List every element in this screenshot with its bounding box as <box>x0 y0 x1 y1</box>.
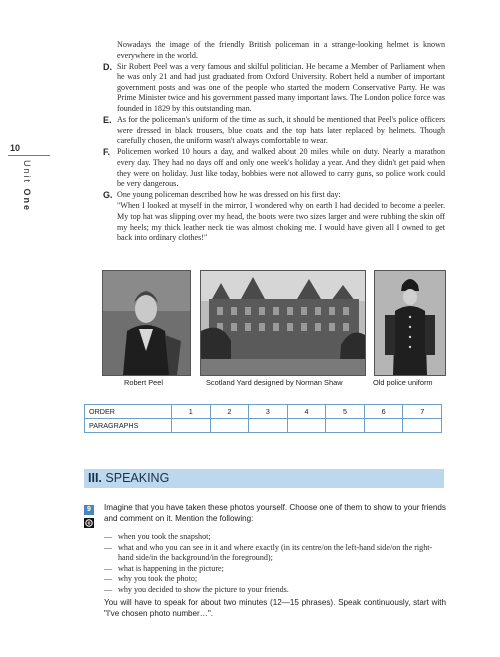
order-number-cell: 2 <box>210 405 249 419</box>
paragraph-text: Sir Robert Peel was a very famous and skilful politician. He became a Member of Parliament when he was only 21 and had just graduated from Oxford University. Robert held a number of important government posts and was one of the people who started the modern Conservative Party. He was Prime Minister twice and his government passed many important laws. The London police force was founded in 1829 by this outstanding man. <box>117 61 445 114</box>
answer-cell[interactable] <box>326 419 365 433</box>
bullet-dash: — <box>104 563 113 573</box>
paragraph-letter: G. <box>103 190 113 201</box>
order-number-cell: 7 <box>403 405 442 419</box>
paragraphs-label: PARAGRAPHS <box>85 419 172 433</box>
list-item <box>104 574 446 585</box>
list-item <box>104 543 446 564</box>
speaking-icon <box>84 518 94 528</box>
unit-name: One <box>22 188 32 213</box>
answer-cell[interactable] <box>364 419 403 433</box>
section-number: III. <box>88 471 102 485</box>
order-number-cell: 1 <box>172 405 211 419</box>
order-number-cell: 6 <box>364 405 403 419</box>
list-item-text: what is happening in the picture; <box>118 563 224 573</box>
paragraph-d <box>103 62 445 115</box>
list-item-text: what and who you can see in it and where exactly (in its centre/on the left-hand side/on the right-hand side/in the background/in the foreground); <box>118 542 433 563</box>
order-label: ORDER <box>85 405 172 419</box>
paragraph-letter: D. <box>103 61 112 72</box>
task-instructions: Imagine that you have taken these photos yourself. Choose one of them to show to your friends and comment on it. Mention the following: <box>104 503 446 523</box>
bullet-dash: — <box>104 584 113 594</box>
order-row <box>85 405 442 419</box>
unit-word: Unit <box>22 160 32 185</box>
bullet-dash: — <box>104 532 113 541</box>
photo-robert-peel <box>102 270 191 376</box>
bullet-dash: — <box>104 542 113 552</box>
paragraphs-row <box>85 419 442 433</box>
unit-label <box>22 160 32 212</box>
order-number-cell: 3 <box>249 405 288 419</box>
list-item-text: why you took the photo; <box>118 574 198 584</box>
reading-text <box>103 40 445 244</box>
task-number-badge: 9 <box>84 505 94 515</box>
quote-paragraph: "When I looked at myself in the mirror, I wondered why on earth I had decided to become a peeler. My top hat was slipping over my head, the boots were two sizes larger and were rubbing the skin off my heels; my thick leather neck tie was almost choking me. I would have given all I owned to get back into ordinary clothes!" <box>117 201 445 243</box>
list-item <box>104 564 446 575</box>
list-item-text: why you decided to show the picture to your friends. <box>118 584 289 594</box>
photo-scotland-yard <box>200 270 366 376</box>
answer-cell[interactable] <box>172 419 211 433</box>
paragraph-g <box>103 190 445 201</box>
paragraph-text: Policemen worked 10 hours a day, and walked about 20 miles while on duty. Nearly a marathon every day. They had no days off and only one week's holiday a year. And they didn't get paid when they were on holiday. Just like today, bobbies were not allowed to carry guns, so police work could be very dangerous. <box>117 147 445 189</box>
page-number: 10 <box>10 143 21 153</box>
section-heading-text <box>88 471 169 485</box>
paragraph-text: As for the policeman's uniform of the time as such, it should be mentioned that Peel's police officers were dressed in black trousers, blue coats and the top hats later replaced by helmets. Though carefully chosen, the uniform wasn't always comfortable to wear. <box>117 115 445 146</box>
section-title: SPEAKING <box>105 471 170 485</box>
caption-scotland-yard: Scotland Yard designed by Norman Shaw <box>206 378 343 387</box>
caption-robert-peel: Robert Peel <box>124 378 164 387</box>
answer-cell[interactable] <box>210 419 249 433</box>
lead-paragraph: Nowadays the image of the friendly British policeman in a strange-looking helmet is known everywhere in the world. <box>117 40 445 60</box>
answer-cell[interactable] <box>287 419 326 433</box>
list-item-text: when you took the snapshot; <box>118 532 211 541</box>
paragraph-letter: E. <box>103 115 112 126</box>
bullet-dash: — <box>104 574 113 584</box>
order-number-cell: 5 <box>326 405 365 419</box>
sidebar-divider <box>8 155 50 156</box>
caption-old-police-uniform: Old police uniform <box>373 378 433 387</box>
list-item <box>104 532 446 543</box>
bullet-list <box>104 532 446 596</box>
answer-cell[interactable] <box>403 419 442 433</box>
paragraph-e <box>103 115 445 147</box>
list-item <box>104 585 446 596</box>
task-closing-instructions: You will have to speak for about two minutes (12—15 phrases). Speak continuously, start with "I've chosen photo number…". <box>104 598 446 618</box>
paragraph-letter: F. <box>103 147 111 158</box>
section-heading <box>84 469 444 488</box>
order-number-cell: 4 <box>287 405 326 419</box>
paragraph-text: One young policeman described how he was dressed on his first day: <box>117 190 341 200</box>
answer-cell[interactable] <box>249 419 288 433</box>
order-table <box>84 404 442 433</box>
paragraph-f <box>103 147 445 189</box>
photo-old-police-uniform <box>374 270 446 376</box>
